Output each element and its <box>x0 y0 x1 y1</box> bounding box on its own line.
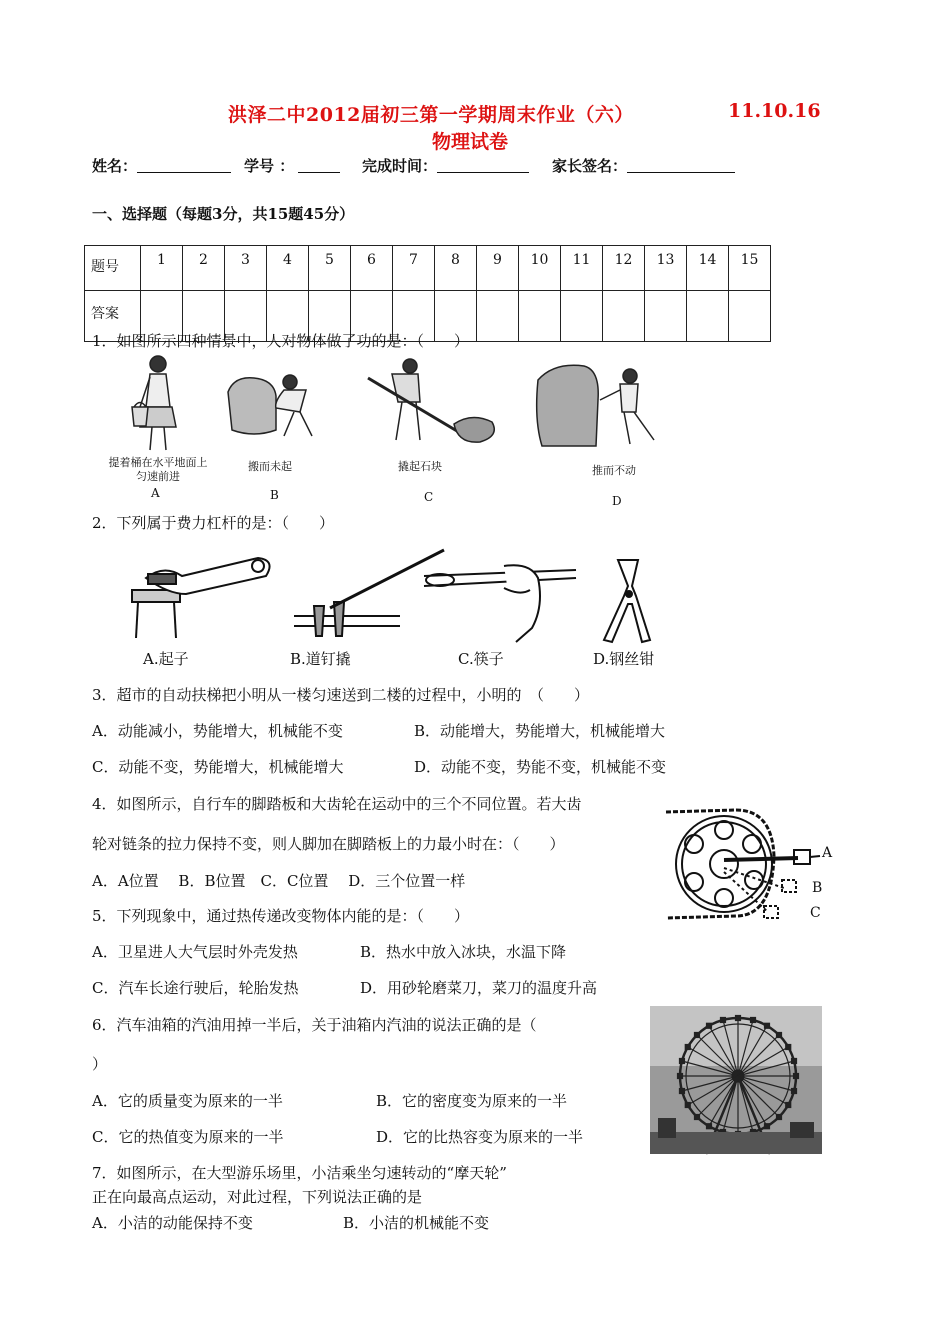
q2-option-a: A.起子 <box>143 650 189 668</box>
q1-figure-b <box>224 372 334 442</box>
row-header-answer: 答案 <box>85 291 141 342</box>
id-field <box>244 155 340 176</box>
q1-caption-d: 推而不动 <box>592 464 636 477</box>
question-6-line2: ） <box>92 1055 108 1073</box>
question-3: 3．超市的自动扶梯把小明从一楼匀速送到二楼的过程中，小明的 （ ） <box>92 686 590 704</box>
wheel-cabin <box>777 1032 782 1037</box>
q1-letter-d: D <box>612 494 622 508</box>
table-cell: 6 <box>351 246 393 291</box>
id-label: 学号 ： <box>244 157 295 175</box>
answer-cell[interactable] <box>687 291 729 342</box>
q1-letter-c: C <box>424 490 434 504</box>
wheel-cabin <box>694 1115 699 1120</box>
q1-figure-d <box>534 360 674 450</box>
q2-option-c: C.筷子 <box>458 650 504 668</box>
table-cell: 12 <box>603 246 645 291</box>
table-cell: 4 <box>267 246 309 291</box>
wheel-cabin <box>678 1074 683 1079</box>
q6-option-a: A．它的质量变为原来的一半 <box>92 1092 283 1110</box>
answer-cell[interactable] <box>561 291 603 342</box>
table-cell: 3 <box>225 246 267 291</box>
wheel-cabin <box>679 1089 684 1094</box>
q1-caption-b: 搬而未起 <box>248 460 292 473</box>
time-label: 完成时间： <box>362 157 438 175</box>
table-row-numbers <box>85 246 771 291</box>
wheel-cabin <box>792 1058 797 1063</box>
q7-option-a: A．小洁的动能保持不变 <box>92 1214 253 1232</box>
q1-letter-b: B <box>270 488 279 502</box>
question-7-line2: 正在向最高点运动，对此过程，下列说法正确的是 <box>92 1188 423 1206</box>
name-blank[interactable] <box>137 158 231 173</box>
wheel-cabin <box>765 1124 770 1129</box>
answer-cell[interactable] <box>603 291 645 342</box>
section-title: 一、选择题（每题3分，共15题45分） <box>92 205 355 223</box>
q3-option-a: A．动能减小，势能增大，机械能不变 <box>92 722 343 740</box>
q4-label-b: B <box>812 880 823 896</box>
wheel-cabin <box>765 1023 770 1028</box>
q4-label-a: A <box>822 845 833 861</box>
question-4-line1: 4．如图所示，自行车的脚踏板和大齿轮在运动中的三个不同位置。若大齿 <box>92 795 582 813</box>
answer-table <box>84 245 771 342</box>
table-cell: 11 <box>561 246 603 291</box>
question-2: 2．下列属于费力杠杆的是：（ ） <box>92 514 335 532</box>
table-cell: 10 <box>519 246 561 291</box>
wheel-cabin <box>786 1045 791 1050</box>
table-cell: 8 <box>435 246 477 291</box>
wheel-cabin <box>794 1074 799 1079</box>
wheel-cabin <box>685 1103 690 1108</box>
table-cell: 7 <box>393 246 435 291</box>
name-field <box>92 155 231 176</box>
wheel-cabin <box>736 1016 741 1021</box>
time-field <box>362 155 529 176</box>
question-6-line1: 6．汽车油箱的汽油用掉一半后，关于油箱内汽油的说法正确的是（ <box>92 1016 537 1034</box>
wheel-cabin <box>786 1103 791 1108</box>
q2-option-d: D.钢丝钳 <box>593 650 655 668</box>
q6-option-d: D．它的比热容变为原来的一半 <box>376 1128 584 1146</box>
table-cell: 15 <box>729 246 771 291</box>
answer-cell[interactable] <box>477 291 519 342</box>
q3-option-b: B．动能增大，势能增大，机械能增大 <box>414 722 666 740</box>
table-cell: 5 <box>309 246 351 291</box>
parent-label: 家长签名： <box>552 157 628 175</box>
exam-title: 洪泽二中2012届初三第一学期周末作业（六） <box>228 104 634 126</box>
table-cell: 13 <box>645 246 687 291</box>
q1-figure-c <box>362 352 502 447</box>
q6-option-b: B．它的密度变为原来的一半 <box>376 1092 568 1110</box>
wheel-cabin <box>707 1124 712 1129</box>
q3-option-d: D．动能不变，势能不变，机械能不变 <box>414 758 667 776</box>
answer-cell[interactable] <box>645 291 687 342</box>
q3-option-c: C．动能不变，势能增大，机械能增大 <box>92 758 344 776</box>
answer-cell[interactable] <box>519 291 561 342</box>
answer-cell[interactable] <box>729 291 771 342</box>
wheel-cabin <box>707 1023 712 1028</box>
q5-option-a: A．卫星进人大气层时外壳发热 <box>92 943 298 961</box>
table-cell: 2 <box>183 246 225 291</box>
q4-label-c: C <box>810 905 821 921</box>
q6-option-c: C．它的热值变为原来的一半 <box>92 1128 284 1146</box>
ferris-wheel-photo <box>650 1006 822 1154</box>
q4-options: A．A位置 B．B位置 C．C位置 D．三个位置一样 <box>92 872 466 890</box>
table-cell: 1 <box>141 246 183 291</box>
q2-option-b: B.道钉撬 <box>290 650 351 668</box>
id-blank[interactable] <box>298 158 340 173</box>
question-1: 1．如图所示四种情景中，人对物体做了功的是：（ ） <box>92 332 470 350</box>
q1-caption-a: 提着桶在水平地面上匀速前进 <box>108 456 208 483</box>
wheel-cabin <box>685 1045 690 1050</box>
time-blank[interactable] <box>437 158 529 173</box>
q1-figure-a <box>110 352 210 452</box>
q2-figure-c <box>420 556 580 646</box>
name-label: 姓名： <box>92 157 138 175</box>
wheel-cabin <box>777 1115 782 1120</box>
wheel-cabin <box>679 1058 684 1063</box>
row-header-number: 题号 <box>85 246 141 291</box>
q5-option-b: B．热水中放入冰块，水温下降 <box>360 943 567 961</box>
question-5: 5．下列现象中，通过热传递改变物体内能的是：（ ） <box>92 907 470 925</box>
q5-option-c: C．汽车长途行驶后，轮胎发热 <box>92 979 299 997</box>
table-cell: 14 <box>687 246 729 291</box>
q7-option-b: B．小洁的机械能不变 <box>343 1214 490 1232</box>
q1-caption-c: 撬起石块 <box>398 460 442 473</box>
parent-blank[interactable] <box>627 158 735 173</box>
question-7-line1: 7．如图所示，在大型游乐场里，小洁乘坐匀速转动的“摩天轮” <box>92 1164 507 1182</box>
q5-option-d: D．用砂轮磨菜刀，菜刀的温度升高 <box>360 979 598 997</box>
wheel-cabin <box>694 1032 699 1037</box>
q2-figure-d <box>598 556 658 644</box>
wheel-cabin <box>792 1089 797 1094</box>
exam-date: 11.10.16 <box>728 100 821 122</box>
question-4-line2: 轮对链条的拉力保持不变，则人脚加在脚踏板上的力最小时在：（ ） <box>92 835 565 853</box>
wheel-cabin <box>751 1017 756 1022</box>
exam-subtitle: 物理试卷 <box>432 131 509 153</box>
wheel-cabin <box>720 1017 725 1022</box>
q2-figure-a <box>128 550 278 642</box>
parent-field <box>552 155 735 176</box>
table-cell: 9 <box>477 246 519 291</box>
q1-letter-a: A <box>151 486 160 500</box>
